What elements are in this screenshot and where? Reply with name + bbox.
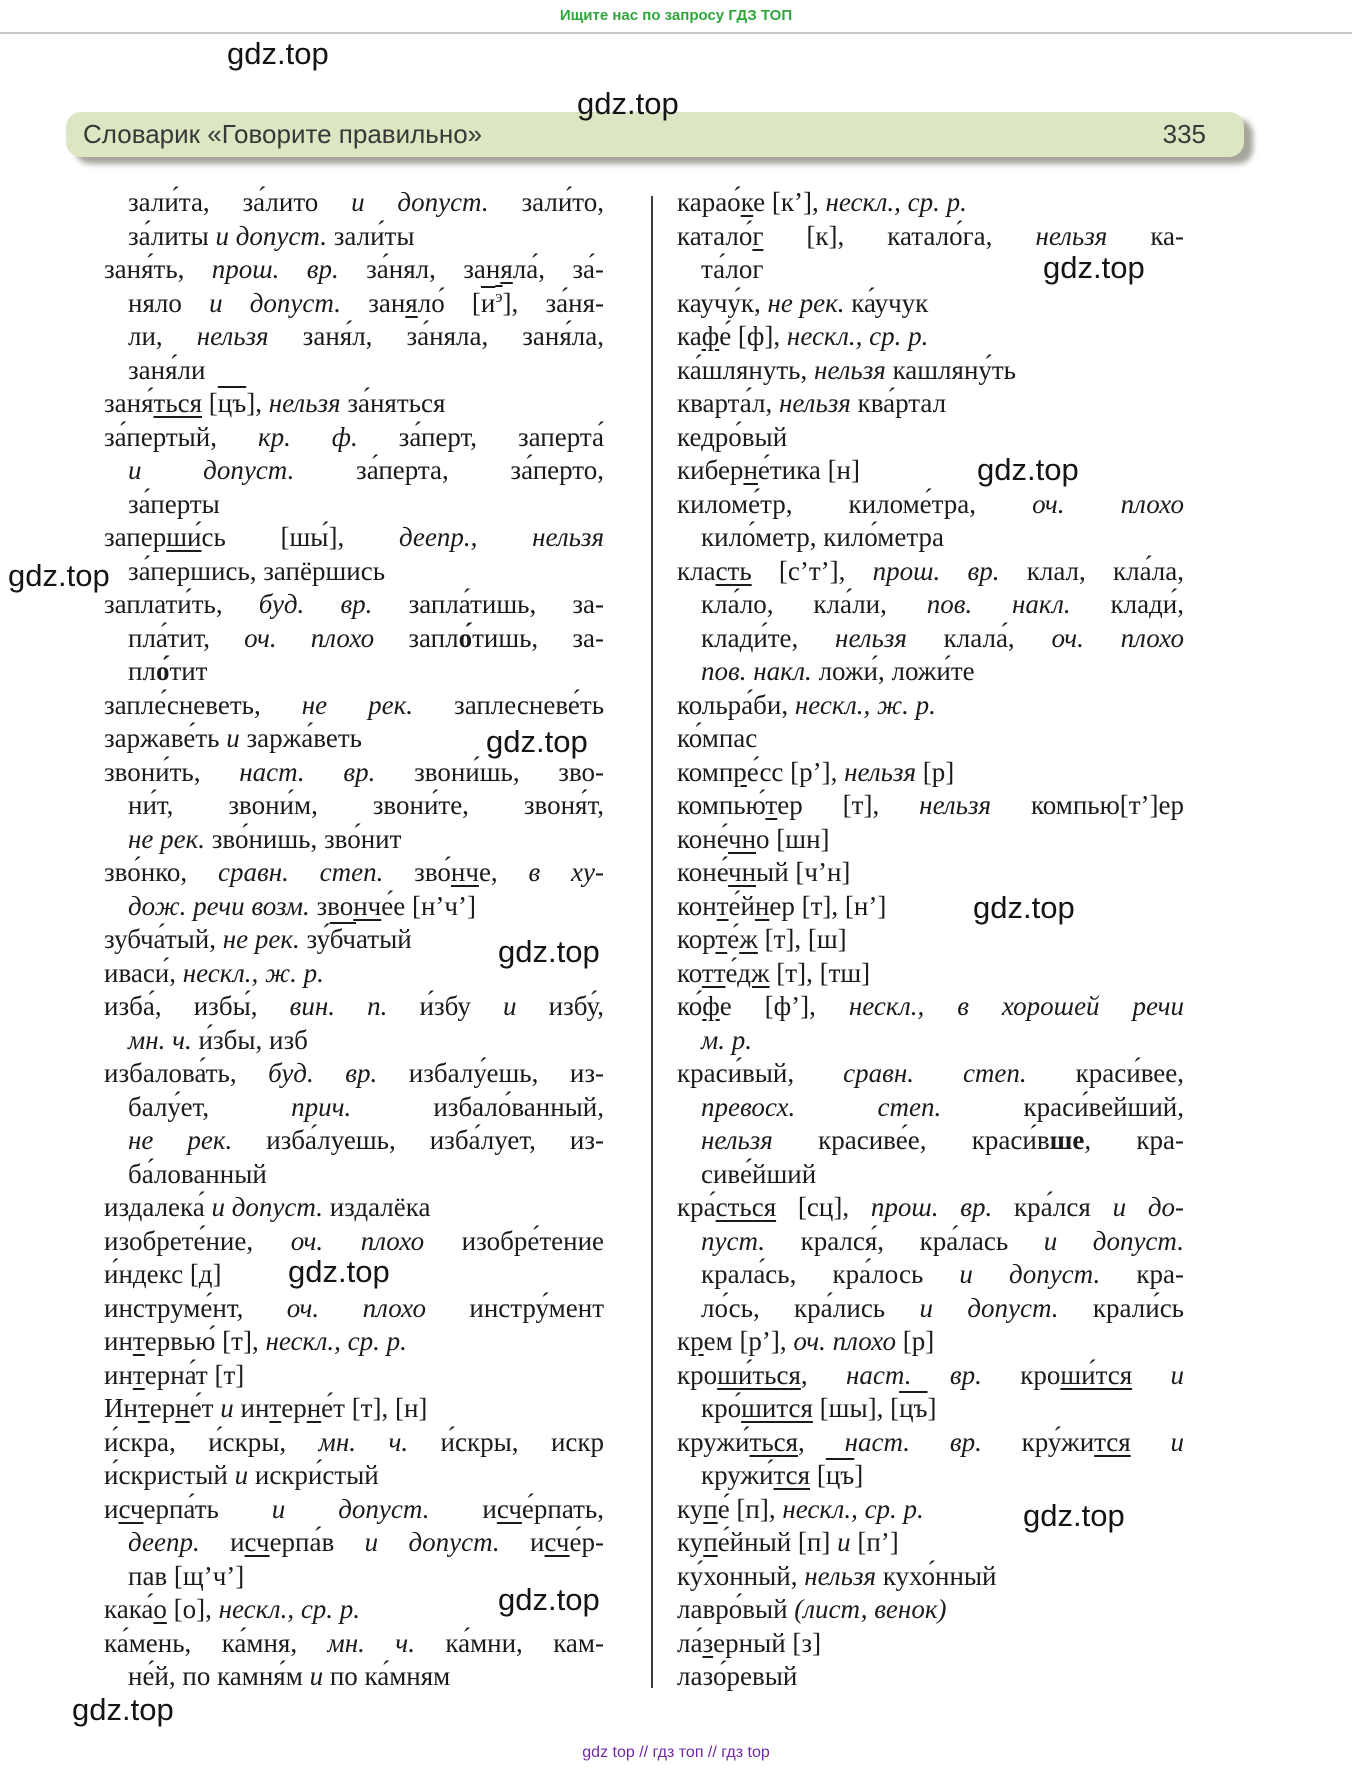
watermark: gdz.top	[577, 86, 679, 121]
dict-line: ла́зерный [з]	[677, 1627, 822, 1658]
dict-line: кварта́л, нельзя ква́ртал	[677, 388, 947, 418]
dict-line: пов. накл. ложи́, ложи́те	[701, 656, 975, 686]
dict-line: дож. речи возм. звонче́е [н’ч’]	[128, 890, 476, 921]
dict-line: интервью́ [т], нескл., ср. р.	[104, 1326, 407, 1356]
dict-line: лавро́вый (лист, венок)	[677, 1594, 947, 1624]
dict-line: мн. ч. и́збы, изб	[128, 1024, 308, 1055]
dict-line: ко́мпас	[677, 723, 758, 753]
watermark: gdz.top	[1023, 1498, 1125, 1533]
dict-line: лазо́ревый	[677, 1661, 798, 1691]
dict-line: заня́ли	[128, 354, 206, 385]
dict-line: карао́ке [к’], нескл., ср. р.	[677, 187, 967, 217]
dict-line: интерна́т [т]	[104, 1359, 245, 1390]
dict-line: кла́ло, кла́ли, пов. накл. клади́,	[701, 589, 1184, 619]
dict-line: кафе́ [ф], нескл., ср. р.	[677, 321, 929, 351]
dict-line: ку́хонный, нельзя кухо́нный	[677, 1560, 997, 1591]
dict-line: зубча́тый, не рек. зу́бчатый	[104, 924, 412, 954]
dict-line: няло и допуст. заняло́ $[и^э]$, за́ня-	[128, 286, 605, 318]
dict-line: и́скристый и искри́стый	[104, 1460, 379, 1490]
dict-line: клади́те, нельзя клала́, оч. плохо	[701, 622, 1184, 653]
dict-line: не́й, по камня́м и по ка́мням	[128, 1661, 451, 1691]
dict-line: конте́йнер [т], [н’]	[677, 890, 887, 921]
dict-line: кольра́би, нескл., ж. р.	[677, 689, 936, 720]
dict-line: кружи́ться, наст. вр. кру́жится и	[677, 1426, 1185, 1457]
dict-line: корте́ж [т], [ш]	[677, 924, 847, 954]
top-banner: Ищите нас по запросу ГДЗ ТОП	[559, 7, 793, 24]
column-divider	[651, 196, 653, 1688]
right-column	[677, 186, 1184, 1694]
dict-line: ка́мень, ка́мня, мн. ч. ка́мни, кам-	[104, 1627, 604, 1658]
dict-line: класть [с’т’], прош. вр. клал, кла́ла,	[677, 555, 1185, 586]
dict-line: коне́чный [ч’н]	[677, 857, 851, 887]
watermark: gdz.top	[498, 1582, 600, 1617]
dict-line: купе́ [п], нескл., ср. р.	[677, 1493, 924, 1524]
dict-line: кра́сться [сц], прош. вр. кра́лся и до-	[677, 1192, 1185, 1222]
dict-line: запле́сневеть, не рек. заплесневе́ть	[104, 689, 605, 720]
dict-line: не рек. изба́луешь, изба́лует, из-	[128, 1125, 604, 1155]
dict-line: за́пертый, кр. ф. за́перт, заперта́	[104, 421, 604, 452]
dict-line: ло́сь, кра́лись и допуст. крали́сь	[701, 1292, 1184, 1323]
dict-line: кило́метр, кило́метра	[701, 522, 944, 552]
dict-line: ба́лованный	[128, 1158, 267, 1189]
dict-line: м. р.	[701, 1024, 752, 1055]
dict-line: инструме́нт, оч. плохо инстру́мент	[104, 1292, 604, 1323]
chapter-title: Словарик «Говорите правильно»	[83, 119, 483, 149]
watermark: gdz.top	[227, 36, 329, 71]
dict-line: крем [р’], оч. плохо [р]	[677, 1326, 935, 1356]
dict-line: деепр. исчерпа́в и допуст. исче́р-	[128, 1527, 604, 1557]
dict-line: кедро́вый	[677, 421, 788, 452]
footer-links[interactable]: gdz top // гдз топ // гдз top	[582, 1744, 770, 1761]
dict-line: компре́сс [р’], нельзя [р]	[677, 756, 955, 787]
dict-line: каучу́к, не рек. ка́учук	[677, 287, 929, 318]
watermark: gdz.top	[498, 934, 600, 969]
dict-line: киберне́тика [н]	[677, 455, 860, 485]
dict-line: ка́шлянуть, нельзя кашляну́ть	[677, 354, 1017, 385]
dict-line: превосх. степ. краси́вейший,	[701, 1091, 1184, 1122]
dict-line: киломе́тр, киломе́тра, оч. плохо	[677, 488, 1184, 519]
dict-line: катало́г [к], катало́га, нельзя ка-	[677, 220, 1184, 251]
dict-line: изба́, избы́, вин. п. и́збу и избу́,	[104, 991, 604, 1021]
dict-line: зали́та, за́лито и допуст. зали́то,	[128, 187, 604, 217]
dict-line: изобрете́ние, оч. плохо изобре́тение	[104, 1225, 605, 1256]
dict-line: и допуст. за́перта, за́перто,	[128, 455, 604, 485]
dict-line: ли, нельзя заня́л, за́няла, заня́ла,	[128, 321, 604, 351]
dict-line: исчерпа́ть и допуст. исче́рпать,	[104, 1493, 604, 1524]
dict-line: заплати́ть, буд. вр. запла́тишь, за-	[104, 589, 604, 619]
watermark: gdz.top	[8, 558, 110, 593]
watermark: gdz.top	[72, 1692, 174, 1727]
dict-line: та́лог	[701, 254, 764, 284]
dict-line: иваси́, нескл., ж. р.	[104, 957, 324, 988]
dict-line: нельзя красиве́е, краси́вше, кра-	[701, 1125, 1184, 1155]
dict-line: и́ндекс [д]	[104, 1259, 222, 1289]
dict-line: избалова́ть, буд. вр. избалу́ешь, из-	[104, 1058, 604, 1088]
dict-line: и́скра, и́скры, мн. ч. и́скры, искр	[104, 1426, 605, 1457]
watermark: gdz.top	[288, 1254, 390, 1289]
dict-line: крала́сь, кра́лось и допуст. кра-	[701, 1259, 1184, 1289]
dict-line: котте́дж [т], [тш]	[677, 957, 871, 988]
dict-line: кроши́ться, наст. вр. кроши́тся и	[677, 1359, 1185, 1390]
dict-line: кружи́тся [цъ]	[701, 1460, 864, 1490]
dict-line: сиве́йший	[701, 1158, 817, 1189]
dict-line: пав [щ’ч’]	[128, 1560, 245, 1591]
dict-line: звони́ть, наст. вр. звони́шь, зво-	[104, 756, 605, 787]
dict-line: краси́вый, сравн. степ. краси́вее,	[677, 1058, 1184, 1088]
dict-line: балу́ет, прич. избало́ванный,	[128, 1091, 604, 1122]
watermark: gdz.top	[1043, 250, 1145, 285]
dict-line: издалека́ и допуст. издалёка	[104, 1192, 431, 1222]
top-divider-line	[0, 32, 1352, 34]
dict-line: Интерне́т и интерне́т [т], [н]	[104, 1393, 428, 1423]
dict-line: заперши́сь [шы́], деепр., нельзя	[104, 522, 604, 552]
dict-line: пла́тит, оч. плохо запло́тишь, за-	[128, 622, 605, 653]
dict-line: компью́тер [т], нельзя компью[т’]ер	[677, 790, 1185, 820]
dict-line: заржаве́ть и заржа́веть	[104, 723, 362, 753]
dict-line: пуст. крался́, кра́лась и допуст.	[701, 1225, 1184, 1256]
watermark: gdz.top	[977, 452, 1079, 487]
dict-line: зво́нко, сравн. степ. зво́нче, в ху-	[104, 857, 604, 887]
watermark: gdz.top	[486, 724, 588, 759]
dict-line: пло́тит	[128, 656, 208, 686]
watermark: gdz.top	[973, 890, 1075, 925]
dict-line: заня́ться [цъ], нельзя за́няться	[104, 388, 446, 418]
dict-line: не рек. зво́нишь, зво́нит	[128, 823, 402, 854]
dict-line: за́литы и допуст. зали́ты	[128, 220, 415, 251]
dict-line: за́першись, запёршись	[128, 555, 386, 586]
dict-line: ни́т, звони́м, звони́те, звоня́т,	[128, 790, 604, 820]
dict-line: за́перты	[128, 488, 220, 519]
dict-line: кака́о [о], нескл., ср. р.	[104, 1594, 361, 1624]
dict-line: заня́ть, прош. вр. за́нял, заняла́, за́-	[104, 254, 604, 284]
dict-line: коне́чно [шн]	[677, 823, 830, 854]
dict-line: кро́шится [шы], [цъ]	[701, 1393, 937, 1423]
dict-line: купе́йный [п] и [п’]	[677, 1527, 899, 1557]
page-number: 335	[1162, 119, 1206, 149]
dict-line: ко́фе [ф’], нескл., в хорошей речи	[677, 991, 1184, 1021]
